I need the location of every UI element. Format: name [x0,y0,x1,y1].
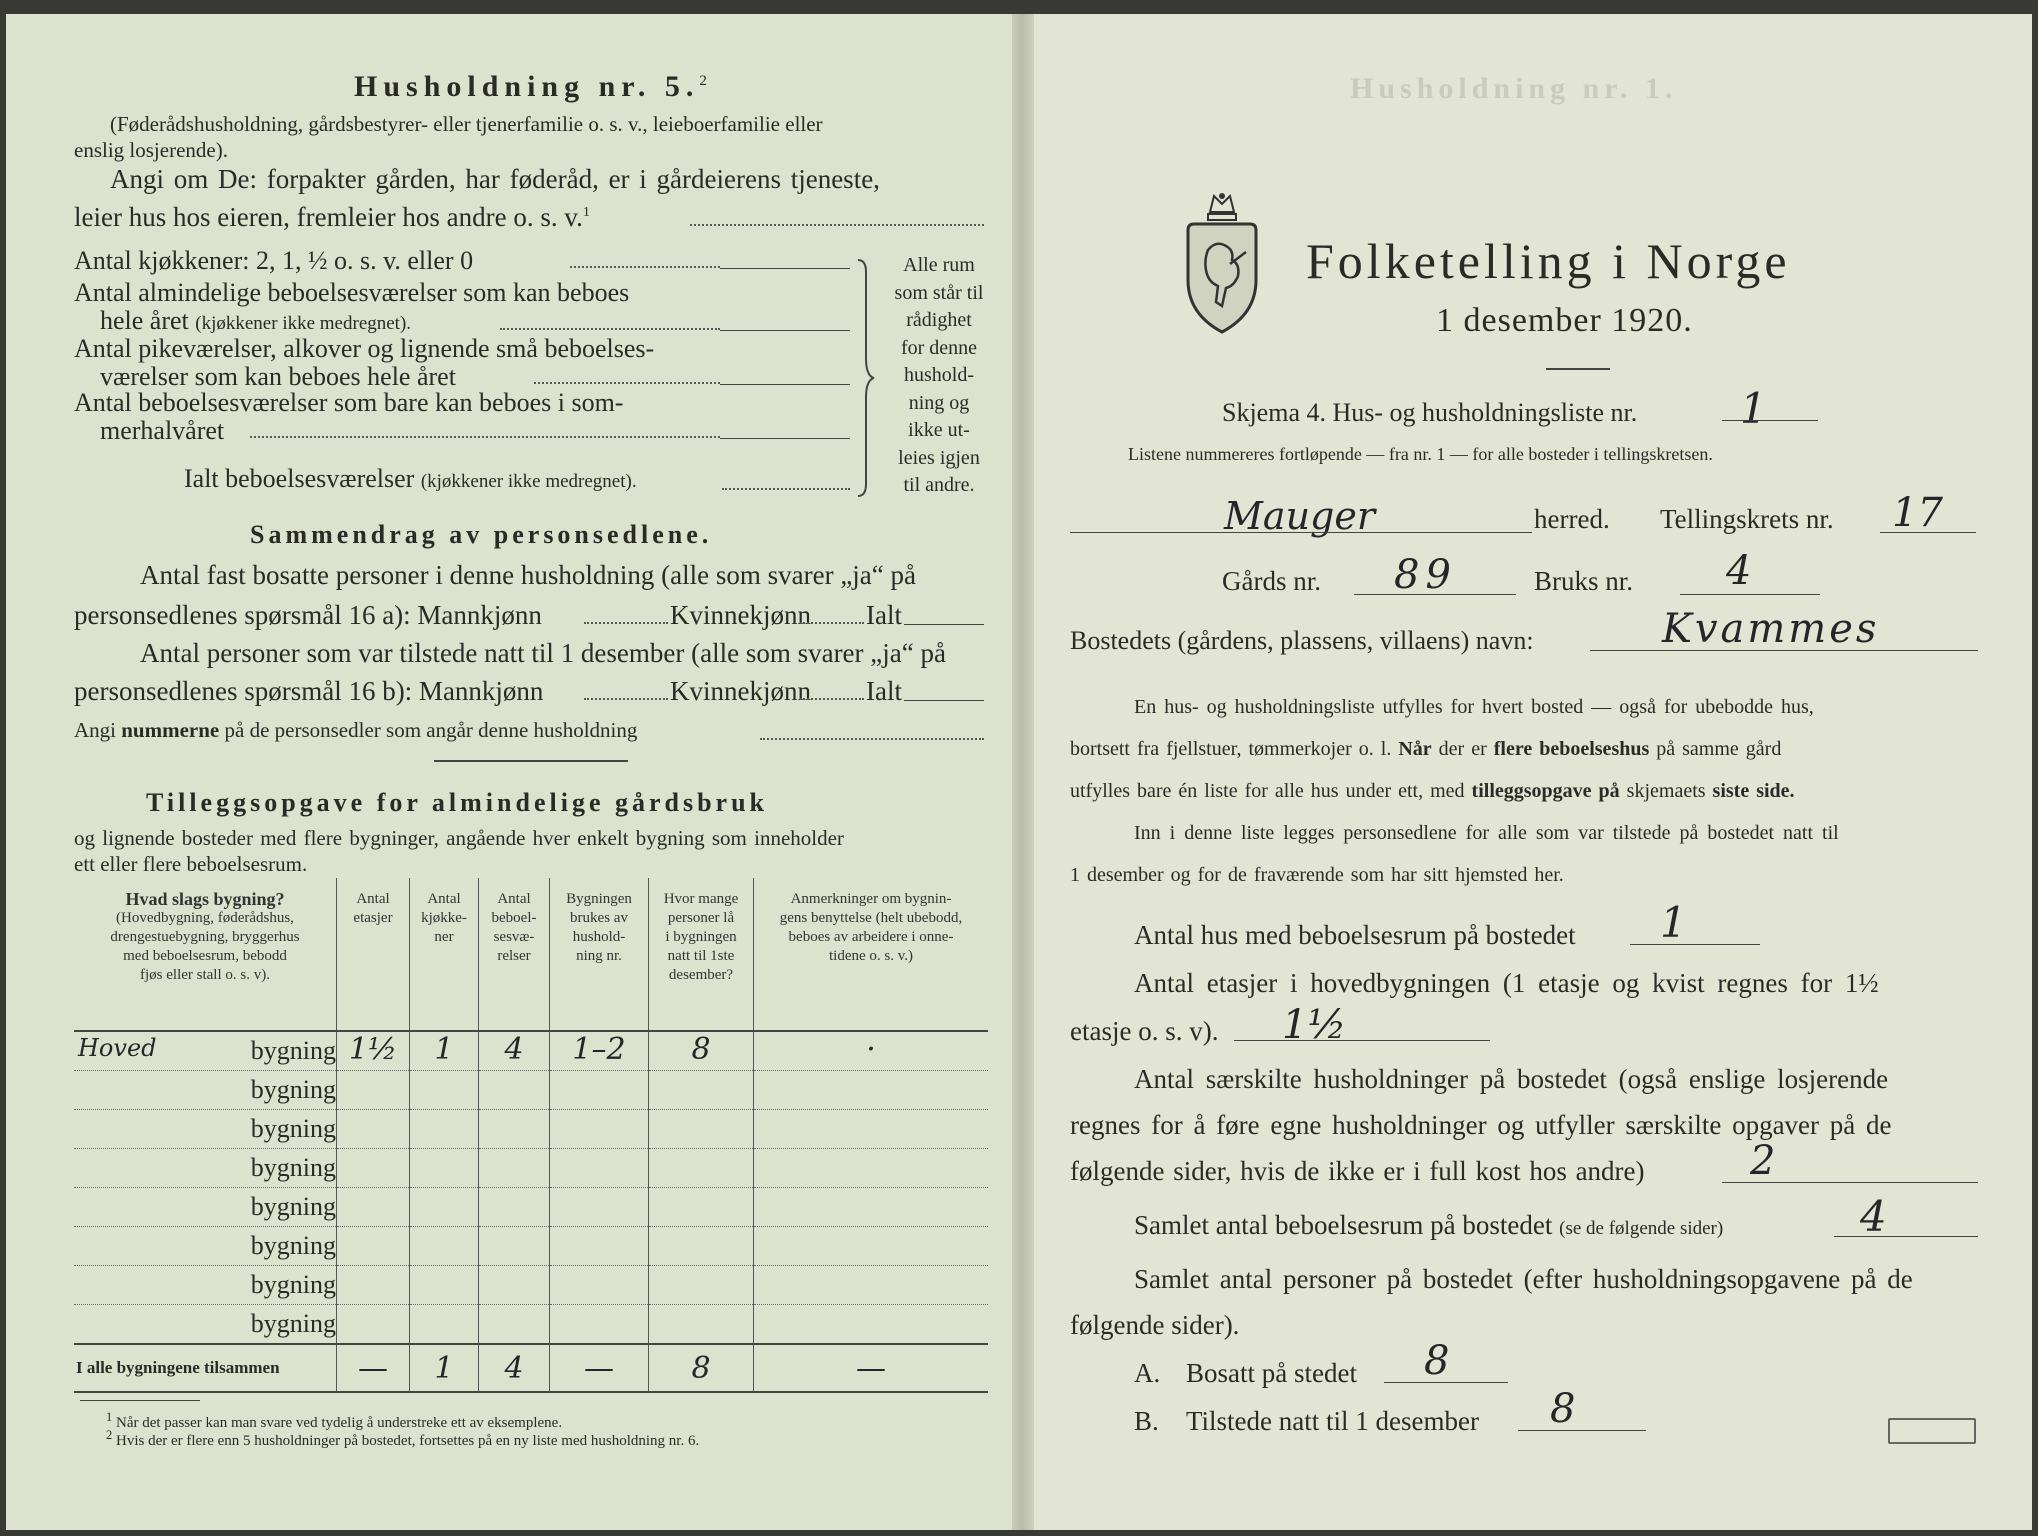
cell-husholdning[interactable] [550,1266,649,1305]
krets-value[interactable]: 17 [1892,490,1943,536]
cell-etasjer[interactable]: 1½ [337,1031,410,1071]
tilstede-value[interactable]: 8 [1550,1386,1576,1432]
tilst-ialt-label: Ialt [866,676,902,706]
tilstede-label: Tilstede natt til 1 desember [1186,1406,1479,1436]
cell-beboelse[interactable] [479,1227,550,1266]
fast-mann-line[interactable] [584,622,668,624]
bosted-label: Bostedets (gårdens, plassens, villaens) navn: [1070,626,1534,655]
tilst-line-1: Antal personer som var tilstede natt til 1 desember (alle som svarer „ja“ på [140,638,946,668]
cell-anmerkning[interactable] [754,1227,989,1266]
header-husholdning: Bygningen brukes av hushold- ning nr. [550,878,649,1031]
norway-coat-of-arms-icon [1182,190,1262,336]
cell-husholdning[interactable] [550,1227,649,1266]
table-row [74,1110,988,1149]
hus-line [1630,944,1760,945]
cell-anmerkning[interactable] [754,1071,989,1110]
cell-kjokkener[interactable] [410,1188,479,1227]
etasjer-value[interactable]: 1½ [1282,1002,1347,1048]
alm-answer-line[interactable] [720,330,850,331]
summary-title: Sammendrag av personsedlene. [250,520,713,549]
ialt-beboelse-label: Ialt beboelsesværelser (kjøkkener ikke medregnet). [184,464,637,493]
bosted-line [1590,650,1978,651]
kjokkener-dots [570,266,720,268]
krets-line [1880,532,1976,533]
bosatt-value[interactable]: 8 [1424,1338,1450,1384]
cell-personer[interactable] [649,1149,754,1188]
table-total-row [74,1344,988,1392]
tillegg-title: Tilleggsopgave for almindelige gårdsbruk [146,788,769,817]
instr-line-4: Inn i denne liste legges personsedlene for alle som var tilstede på bostedet natt til [1134,822,1839,844]
cell-kjokkener[interactable] [410,1227,479,1266]
cell-husholdning[interactable] [550,1071,649,1110]
cell-etasjer[interactable] [337,1266,410,1305]
sommer-dots [250,436,720,438]
total-beboelse[interactable]: 4 [479,1344,550,1392]
tilstede-letter: B. [1134,1406,1159,1436]
cell-etasjer[interactable] [337,1071,410,1110]
pike-label-2: værelser som kan beboes hele året [100,362,456,391]
cell-personer[interactable] [649,1227,754,1266]
section-divider [434,760,628,762]
cell-etasjer[interactable] [337,1305,410,1345]
cell-husholdning[interactable] [550,1149,649,1188]
fast-ialt-line[interactable] [904,624,984,625]
etasjer-line [1234,1040,1490,1041]
cell-beboelse[interactable] [479,1266,550,1305]
bruks-line [1680,594,1820,595]
bosatt-line [1384,1382,1508,1383]
cell-husholdning[interactable]: 1–2 [550,1031,649,1071]
header-personer: Hvor mange personer lå i bygningen natt til 1ste desember? [649,878,754,1031]
cell-personer[interactable] [649,1188,754,1227]
sommer-label-1: Antal beboelsesværelser som bare kan beboes i som- [74,388,624,417]
cell-anmerkning[interactable] [754,1149,989,1188]
tilst-mann-line[interactable] [584,698,668,700]
household-note: (Føderådshusholdning, gårdsbestyrer- eller tjenerfamilie o. s. v., leieboerfamilie eller [110,112,823,136]
alm-dots [500,328,720,330]
ghost-header: Husholdning nr. 1. [1350,72,1678,105]
row-bygning-label: bygning [250,1231,336,1260]
table-row [74,1266,988,1305]
total-personer[interactable]: 8 [649,1344,754,1392]
table-row [74,1227,988,1266]
header-anmerkninger: Anmerkninger om bygnin- gens benyttelse (helt ubebodd, beboes av arbeidere i onne- tidene o. s. v.) [754,878,989,1031]
row-bygning-label: bygning [250,1075,336,1104]
listene-note: Listene nummereres fortløpende — fra nr. 1 — for alle bosteder i tellingskretsen. [1128,444,1713,464]
samlet-rum-line [1834,1236,1978,1237]
cell-kjokkener[interactable] [410,1266,479,1305]
sommer-answer-line[interactable] [720,438,850,439]
kjokkener-label: Antal kjøkkener: 2, 1, ½ o. s. v. eller 0 [74,246,474,275]
angi-line-2: leier hus hos eieren, fremleier hos andre o. s. v.$^1$ [74,202,590,232]
table-row [74,1031,988,1071]
cell-personer[interactable] [649,1305,754,1345]
cell-anmerkning[interactable]: · [754,1031,989,1071]
tillegg-line-1: og lignende bosteder med flere bygninger, angående hver enkelt bygning som inneholder [74,826,844,850]
samlet-rum-value[interactable]: 4 [1860,1192,1887,1241]
cell-anmerkning[interactable] [754,1305,989,1345]
total-label: I alle bygningene tilsammen [74,1344,337,1392]
cell-kjokkener[interactable]: 1 [410,1031,479,1071]
pike-label-1: Antal pikeværelser, alkover og lignende små beboelses- [74,334,655,363]
cell-etasjer[interactable] [337,1149,410,1188]
skjema-nr-line [1722,420,1818,421]
table-row [74,1188,988,1227]
row-bygning-label: bygning [250,1114,336,1143]
herred-label: herred. [1534,504,1610,534]
etasjer-line-1: Antal etasjer i hovedbygningen (1 etasje og kvist regnes for 1½ [1134,968,1879,998]
cell-etasjer[interactable] [337,1188,410,1227]
fast-kvinne-label: Kvinnekjønn [670,600,811,630]
bosatt-letter: A. [1134,1358,1161,1388]
total-etasjer[interactable]: — [337,1344,410,1392]
header-kjokkener: Antal kjøkke- ner [410,878,479,1031]
alm-label-1: Antal almindelige beboelsesværelser som kan beboes [74,278,630,307]
instr-line-3: utfylles bare én liste for alle hus under ett, med tilleggsopgave på skjemaets siste side. [1070,780,1795,802]
gards-label: Gårds nr. [1222,566,1321,596]
title-rule [1546,368,1610,370]
angi-line-1: Angi om De: forpakter gården, har føderåd, er i gårdeierens tjeneste, [110,164,880,194]
saer-line-1: Antal særskilte husholdninger på bostedet (også enslige losjerende [1134,1064,1889,1094]
samlet-pers-line-2: følgende sider). [1070,1310,1240,1340]
row-bygning-label: bygning [250,1270,336,1299]
header-etasjer: Antal etasjer [337,878,410,1031]
cell-personer[interactable] [649,1071,754,1110]
cell-husholdning[interactable] [550,1188,649,1227]
header-beboelse: Antal beboel- sesvæ- relser [479,878,550,1031]
gards-line [1354,594,1516,595]
pike-dots [534,382,720,384]
instr-line-2: bortsett fra fjellstuer, tømmerkojer o. l. Når der er flere beboelseshus på samme gård [1070,738,1782,760]
side-note: Alle rum som står til rådighet for denne hushold- ning og ikke ut- leies igjen til andre. [894,254,984,496]
total-anmerkninger[interactable]: — [754,1344,989,1392]
angi-answer-line[interactable] [690,224,984,226]
pike-answer-line[interactable] [720,384,850,385]
tilst-kvinne-label: Kvinnekjønn [670,676,811,706]
footnote-1: $^1$ Når det passer kan man svare ved tydelig å understreke ett av eksemplene. [106,1410,563,1431]
bruks-value[interactable]: 4 [1726,548,1752,594]
household-note-2: enslig losjerende). [74,138,228,162]
cell-etasjer[interactable] [337,1227,410,1266]
samlet-pers-line-1: Samlet antal personer på bostedet (efter husholdningsopgavene på de [1134,1264,1913,1294]
cell-anmerkning[interactable] [754,1188,989,1227]
fast-kvinne-line[interactable] [800,622,864,624]
census-date: 1 desember 1920. [1436,302,1693,339]
cell-beboelse[interactable] [479,1305,550,1345]
cell-personer[interactable]: 8 [649,1031,754,1071]
table-row [74,1071,988,1110]
bruks-label: Bruks nr. [1534,566,1634,596]
brace-icon [852,258,878,498]
tilst-ialt-line[interactable] [904,700,984,701]
building-table [74,878,988,1393]
skjema-label: Skjema 4. Hus- og husholdningsliste nr. [1222,398,1638,427]
cell-beboelse[interactable]: 4 [479,1031,550,1071]
fast-ialt-label: Ialt [866,600,902,630]
bosted-value[interactable]: Kvammes [1662,606,1880,652]
gards-value[interactable]: 89 [1394,552,1457,598]
row-bygning-label: bygning [250,1309,336,1338]
skjema-nr-value[interactable]: 1 [1740,384,1767,433]
alm-label-2: hele året (kjøkkener ikke medregnet). [100,306,412,335]
cell-kjokkener[interactable] [410,1110,479,1149]
cell-anmerkning[interactable] [754,1110,989,1149]
saer-line-2: regnes for å føre egne husholdninger og utfyller særskilte opgaver på de [1070,1110,1892,1140]
cell-beboelse[interactable] [479,1188,550,1227]
cell-personer[interactable] [649,1110,754,1149]
saer-value[interactable]: 2 [1750,1138,1776,1184]
hus-value[interactable]: 1 [1660,898,1687,947]
cell-etasjer[interactable] [337,1110,410,1149]
cell-kjokkener[interactable] [410,1149,479,1188]
angi-nummerne: Angi nummerne på de personsedler som angår denne husholdning [74,718,638,742]
tilst-kvinne-line[interactable] [800,698,864,700]
krets-label: Tellingskrets nr. [1660,504,1834,534]
herred-line [1070,532,1532,533]
tilst-line-2: personsedlenes spørsmål 16 b): Mannkjønn [74,676,544,706]
fast-line-1: Antal fast bosatte personer i denne husholdning (alle som svarer „ja“ på [140,560,916,590]
cell-beboelse[interactable] [479,1071,550,1110]
row-bygning-label: bygning [250,1036,336,1065]
row-bygning-label: bygning [250,1192,336,1221]
instr-line-1: En hus- og husholdningsliste utfylles for hvert bosted — også for ubebodde hus, [1134,696,1814,718]
cell-husholdning[interactable] [550,1305,649,1345]
kjokkener-answer-line[interactable] [720,268,850,269]
footnote-divider [80,1400,200,1401]
footnote-2: $^2$ Hvis der er flere enn 5 husholdninger på bostedet, fortsettes på en ny liste med husholdning nr. 6. [106,1428,700,1449]
cell-kjokkener[interactable] [410,1305,479,1345]
instr-line-5: 1 desember og for de fraværende som har sitt hjemsted her. [1070,864,1564,886]
total-husholdning[interactable]: — [550,1344,649,1392]
cell-personer[interactable] [649,1266,754,1305]
total-kjokkener[interactable]: 1 [410,1344,479,1392]
printer-stamp [1888,1418,1976,1444]
table-row [74,1305,988,1345]
cell-husholdning[interactable] [550,1110,649,1149]
saer-line [1722,1182,1978,1183]
row-type-value[interactable]: Hoved [78,1034,157,1062]
etasjer-line-2: etasje o. s. v). [1070,1016,1219,1046]
household-title: Husholdning nr. 5.$^2$ [354,70,713,103]
census-title: Folketelling i Norge [1306,233,1791,289]
nummerne-line[interactable] [760,738,984,740]
hus-label: Antal hus med beboelsesrum på bostedet [1134,920,1576,950]
fast-line-2: personsedlenes spørsmål 16 a): Mannkjønn [74,600,542,630]
cell-beboelse[interactable] [479,1110,550,1149]
cell-kjokkener[interactable] [410,1071,479,1110]
tillegg-line-2: ett eller flere beboelsesrum. [74,852,308,876]
tilstede-line [1518,1430,1646,1431]
row-bygning-label: bygning [250,1153,336,1182]
sommer-label-2: merhalvåret [100,416,225,445]
table-row [74,1149,988,1188]
header-bygning: Hvad slags bygning? (Hovedbygning, føderådshus, drengestuebygning, bryggerhus med beboelsesrum, bebodd fjøs eller stall o. s. v). [74,878,337,1031]
saer-line-3: følgende sider, hvis de ikke er i full kost hos andre) [1070,1156,1645,1186]
cell-anmerkning[interactable] [754,1266,989,1305]
samlet-rum-label: Samlet antal beboelsesrum på bostedet (se de følgende sider) [1134,1210,1724,1240]
ialt-beboelse-line[interactable] [722,488,850,490]
page-fold [1012,14,1034,1530]
herred-value[interactable]: Mauger [1224,494,1376,538]
bosatt-label: Bosatt på stedet [1186,1358,1357,1388]
cell-beboelse[interactable] [479,1149,550,1188]
